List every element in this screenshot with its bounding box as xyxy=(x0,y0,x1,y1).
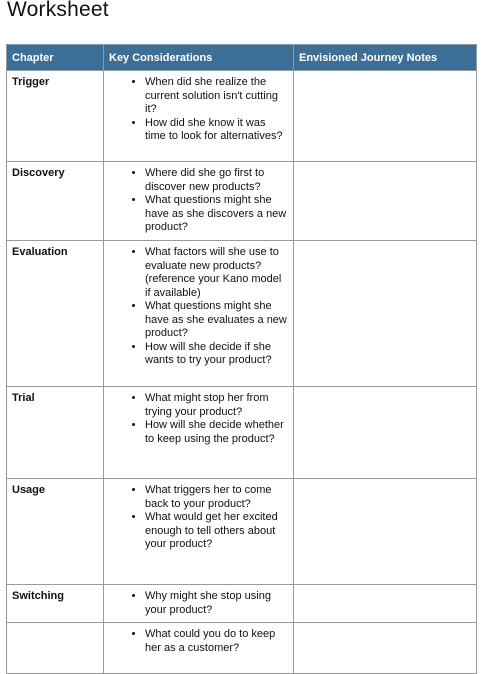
table-row-discovery xyxy=(7,162,477,241)
notes-cell[interactable] xyxy=(294,162,477,241)
list-item: • Where did she go first to discover new products? xyxy=(145,167,288,194)
considerations-cell xyxy=(104,585,294,623)
table-row-switching xyxy=(7,585,477,623)
chapter-cell: Discovery xyxy=(7,162,104,241)
journey-worksheet-table xyxy=(6,44,477,674)
considerations-list xyxy=(109,392,288,446)
header-envisioned-journey-notes: Envisioned Journey Notes xyxy=(294,45,477,71)
chapter-cell: Usage xyxy=(7,479,104,585)
notes-cell[interactable] xyxy=(294,623,477,674)
notes-cell[interactable] xyxy=(294,71,477,162)
list-item: • When did she realize the current solution isn't cutting it? xyxy=(145,76,288,117)
page-title: Worksheet xyxy=(7,0,109,21)
chapter-cell xyxy=(7,623,104,674)
list-item: • What questions might she have as she evaluates a new product? xyxy=(145,300,288,341)
considerations-list xyxy=(109,246,288,368)
chapter-cell: Evaluation xyxy=(7,241,104,387)
notes-cell[interactable] xyxy=(294,585,477,623)
notes-cell[interactable] xyxy=(294,387,477,479)
considerations-list xyxy=(109,590,288,617)
table-row-evaluation xyxy=(7,241,477,387)
considerations-list xyxy=(109,628,288,655)
chapter-cell: Switching xyxy=(7,585,104,623)
considerations-list xyxy=(109,167,288,235)
header-key-considerations: Key Considerations xyxy=(104,45,294,71)
chapter-cell: Trial xyxy=(7,387,104,479)
list-item: • What factors will she use to evaluate new products? (reference your Kano model if available) xyxy=(145,246,288,300)
table-row-trigger xyxy=(7,71,477,162)
chapter-cell: Trigger xyxy=(7,71,104,162)
considerations-list xyxy=(109,484,288,552)
table-row-usage xyxy=(7,479,477,585)
considerations-list xyxy=(109,76,288,144)
considerations-cell xyxy=(104,479,294,585)
list-item: • How will she decide whether to keep using the product? xyxy=(145,419,288,446)
list-item: • What might stop her from trying your product? xyxy=(145,392,288,419)
notes-cell[interactable] xyxy=(294,241,477,387)
list-item: • What could you do to keep her as a customer? xyxy=(145,628,288,655)
list-item: • What triggers her to come back to your product? xyxy=(145,484,288,511)
table-header-row xyxy=(7,45,477,71)
notes-cell[interactable] xyxy=(294,479,477,585)
considerations-cell xyxy=(104,387,294,479)
list-item: • What questions might she have as she discovers a new product? xyxy=(145,194,288,235)
considerations-cell xyxy=(104,71,294,162)
header-chapter: Chapter xyxy=(7,45,104,71)
list-item: • How did she know it was time to look for alternatives? xyxy=(145,117,288,144)
considerations-cell xyxy=(104,241,294,387)
considerations-cell xyxy=(104,623,294,674)
considerations-cell xyxy=(104,162,294,241)
list-item: • How will she decide if she wants to try your product? xyxy=(145,341,288,368)
table-row-continued xyxy=(7,623,477,674)
list-item: • Why might she stop using your product? xyxy=(145,590,288,617)
list-item: • What would get her excited enough to tell others about your product? xyxy=(145,511,288,552)
table-row-trial xyxy=(7,387,477,479)
